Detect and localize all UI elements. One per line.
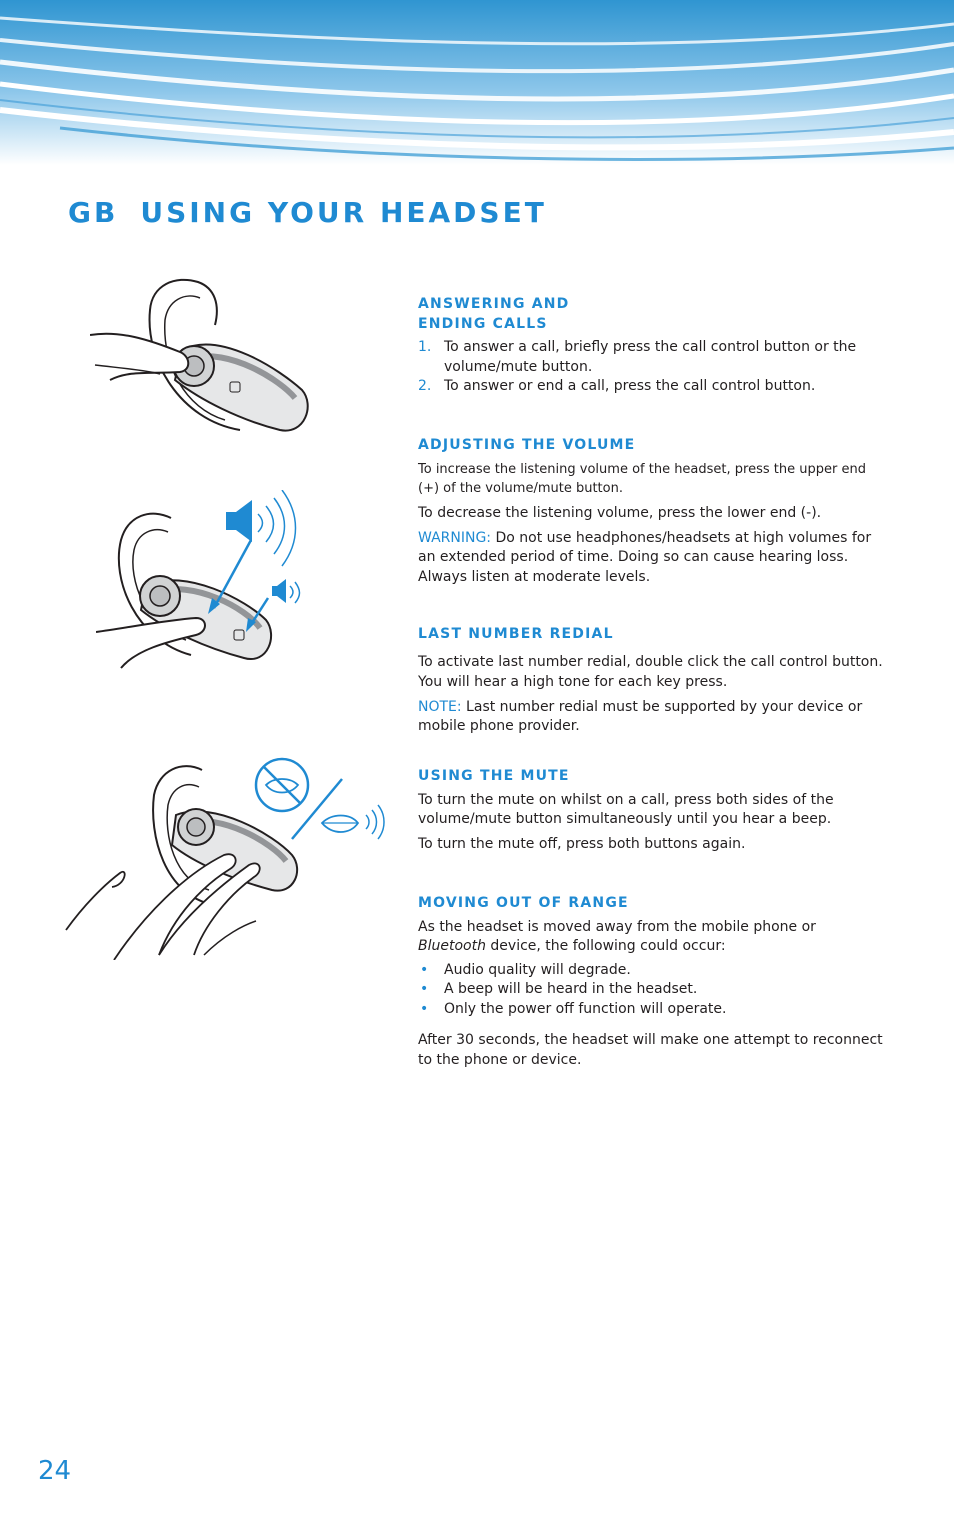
section-heading-volume: ADJUSTING THE VOLUME (418, 436, 636, 453)
redial-text: To activate last number redial, double click the call control button. You will hear a high tone for each key press. (418, 654, 883, 690)
warning-label: WARNING: (418, 529, 492, 546)
speaker-quiet-icon (272, 579, 300, 603)
section-heading-answering: ANSWERING AND ENDING CALLS (418, 296, 570, 332)
mute-on-text: To turn the mute on whilst on a call, press both sides of the volume/mute button simultaneously until you hear a beep. (418, 791, 834, 828)
list-item: 2. To answer or end a call, press the call control button. (418, 378, 816, 395)
speaker-loud-icon (226, 490, 296, 566)
language-code: GB (68, 196, 119, 229)
page-title (68, 196, 547, 229)
header-banner (0, 0, 954, 165)
note-label: NOTE: (418, 698, 462, 715)
mute-illustration (64, 755, 394, 960)
section-last-number-redial (418, 624, 886, 736)
volume-adjust-illustration (96, 490, 316, 670)
range-effects-list (418, 961, 886, 1020)
range-intro: As the headset is moved away from the mobile phone or Bluetooth device, the following could occur: (418, 918, 816, 955)
range-closing: After 30 seconds, the headset will make one attempt to reconnect to the phone or device. (418, 1032, 883, 1069)
section-answering-calls (418, 294, 886, 397)
page-number: 24 (38, 1456, 72, 1486)
section-heading-redial: LAST NUMBER REDIAL (418, 626, 614, 643)
section-heading-mute: USING THE MUTE (418, 767, 570, 784)
redial-note: NOTE: Last number redial must be supported by your device or mobile phone provider. (418, 698, 863, 735)
section-out-of-range (418, 893, 886, 1071)
section-adjusting-volume (418, 435, 886, 588)
list-item: 1. To answer a call, briefly press the call control button or the volume/mute button. (418, 339, 857, 375)
answering-steps (418, 338, 886, 397)
page-title-text: USING YOUR HEADSET (140, 196, 547, 229)
volume-decrease-text: To decrease the listening volume, press the lower end (-). (418, 504, 822, 521)
instructions-column (418, 294, 886, 1071)
finger-pressing-call-button-illustration (90, 270, 320, 440)
mute-off-text: To turn the mute off, press both buttons again. (418, 835, 746, 852)
section-heading-range: MOVING OUT OF RANGE (418, 894, 629, 911)
list-item: • Audio quality will degrade. (420, 961, 631, 978)
list-item: • A beep will be heard in the headset. (420, 981, 698, 998)
list-item: • Only the power off function will operate. (420, 1000, 727, 1017)
muted-mouth-icon (256, 759, 308, 811)
volume-increase-text: To increase the listening volume of the headset, press the upper end (+) of the volume/mute button. (418, 461, 866, 497)
volume-warning: WARNING: Do not use headphones/headsets at high volumes for an extended period of time. Doing so can cause hearing loss. Always listen at moderate levels. (418, 529, 872, 585)
section-using-mute (418, 766, 886, 855)
talking-mouth-icon (322, 805, 384, 839)
